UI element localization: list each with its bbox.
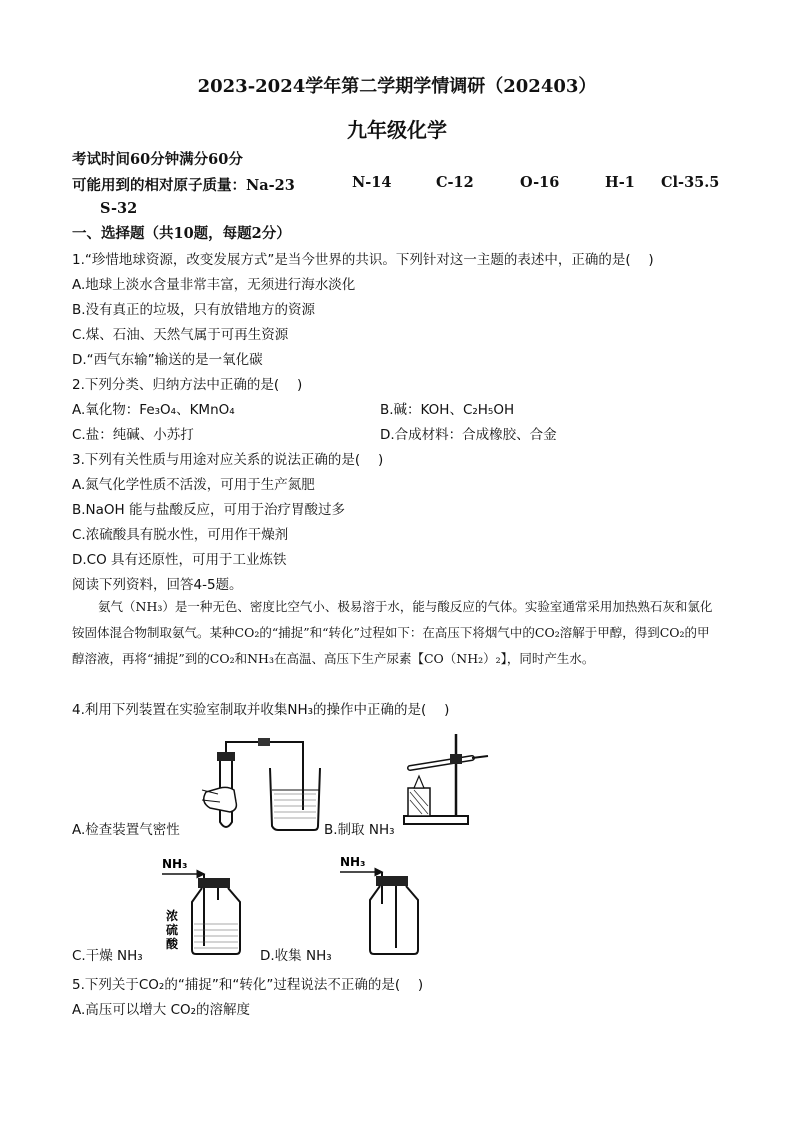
figure-collect-nh3 <box>338 848 448 958</box>
subject-title: 九年级化学 <box>347 118 447 142</box>
q2-option-a: A.氧化物：Fe₃O₄、KMnO₄ <box>72 402 235 418</box>
figure-prepare-nh3 <box>400 728 500 828</box>
reading-intro: 阅读下列资料，回答4-5题。 <box>72 577 243 593</box>
q2-option-d: D.合成材料：合成橡胶、合金 <box>380 427 557 443</box>
mass-s: S-32 <box>100 200 138 217</box>
nh3-label-d: NH₃ <box>340 855 366 869</box>
q5-option-a: A.高压可以增大 CO₂的溶解度 <box>72 1002 251 1018</box>
q1-option-b: B.没有真正的垃圾，只有放错地方的资源 <box>72 302 316 318</box>
q4-option-a: A.检查装置气密性 <box>72 822 180 838</box>
q4-stem: 4.利用下列装置在实验室制取并收集NH₃的操作中正确的是( ) <box>72 702 450 718</box>
q4-option-c: C.干燥 NH₃ <box>72 948 143 964</box>
figure-airtightness-check <box>190 730 320 830</box>
q4-option-b: B.制取 NH₃ <box>324 822 395 838</box>
mass-h: H-1 <box>605 174 635 191</box>
acid-label-3: 酸 <box>166 937 179 951</box>
atomic-mass-label: 可能用到的相对原子质量：Na-23 <box>72 177 295 194</box>
q3-option-a: A.氮气化学性质不活泼，可用于生产氮肥 <box>72 477 315 493</box>
q2-stem: 2.下列分类、归纳方法中正确的是( ) <box>72 377 303 393</box>
q3-option-d: D.CO 具有还原性，可用于工业炼铁 <box>72 552 287 568</box>
q1-option-d: D.“西气东输”输送的是一氧化碳 <box>72 352 263 368</box>
acid-label-2: 硫 <box>166 923 179 937</box>
q5-stem: 5.下列关于CO₂的“捕捉”和“转化”过程说法不正确的是( ) <box>72 977 424 993</box>
q2-option-c: C.盐：纯碱、小苏打 <box>72 427 194 443</box>
reading-material: 氨气（NH₃）是一种无色、密度比空气小、极易溶于水，能与酸反应的气体。实验室通常采用加热熟石灰和氯化铵固体混合物制取氨气。某种CO₂的“捕捉”和“转化”过程如下：在高压下将烟气中的CO₂溶解于甲醇，得到CO₂的甲醇溶液，再将“捕捉”到的CO₂和NH₃在高温、高压下生产尿素【CO（NH₂）₂】，同时产生水。 <box>72 599 713 666</box>
exam-time-score: 考试时间60分钟满分60分 <box>72 151 243 168</box>
exam-title: 2023-2024学年第二学期学情调研（202403） <box>197 76 597 97</box>
figure-dry-nh3 <box>160 850 270 960</box>
section-heading: 一、选择题（共10题，每题2分） <box>72 225 291 242</box>
q2-option-b: B.碱：KOH、C₂H₅OH <box>380 402 515 418</box>
q4-option-d: D.收集 NH₃ <box>260 948 332 964</box>
q1-stem: 1.“珍惜地球资源，改变发展方式”是当今世界的共识。下列针对这一主题的表述中，正确的是( ) <box>72 252 654 268</box>
q3-option-b: B.NaOH 能与盐酸反应，可用于治疗胃酸过多 <box>72 502 345 518</box>
q1-option-c: C.煤、石油、天然气属于可再生资源 <box>72 327 289 343</box>
mass-cl: Cl-35.5 <box>661 174 720 191</box>
mass-n: N-14 <box>352 174 392 191</box>
q1-option-a: A.地球上淡水含量非常丰富，无须进行海水淡化 <box>72 277 356 293</box>
acid-label-1: 浓 <box>166 909 179 923</box>
q3-option-c: C.浓硫酸具有脱水性，可用作干燥剂 <box>72 527 289 543</box>
q3-stem: 3.下列有关性质与用途对应关系的说法正确的是( ) <box>72 452 384 468</box>
atomic-mass-line <box>72 174 295 195</box>
mass-c: C-12 <box>436 174 474 191</box>
mass-o: O-16 <box>520 174 560 191</box>
nh3-label-c: NH₃ <box>162 857 188 871</box>
